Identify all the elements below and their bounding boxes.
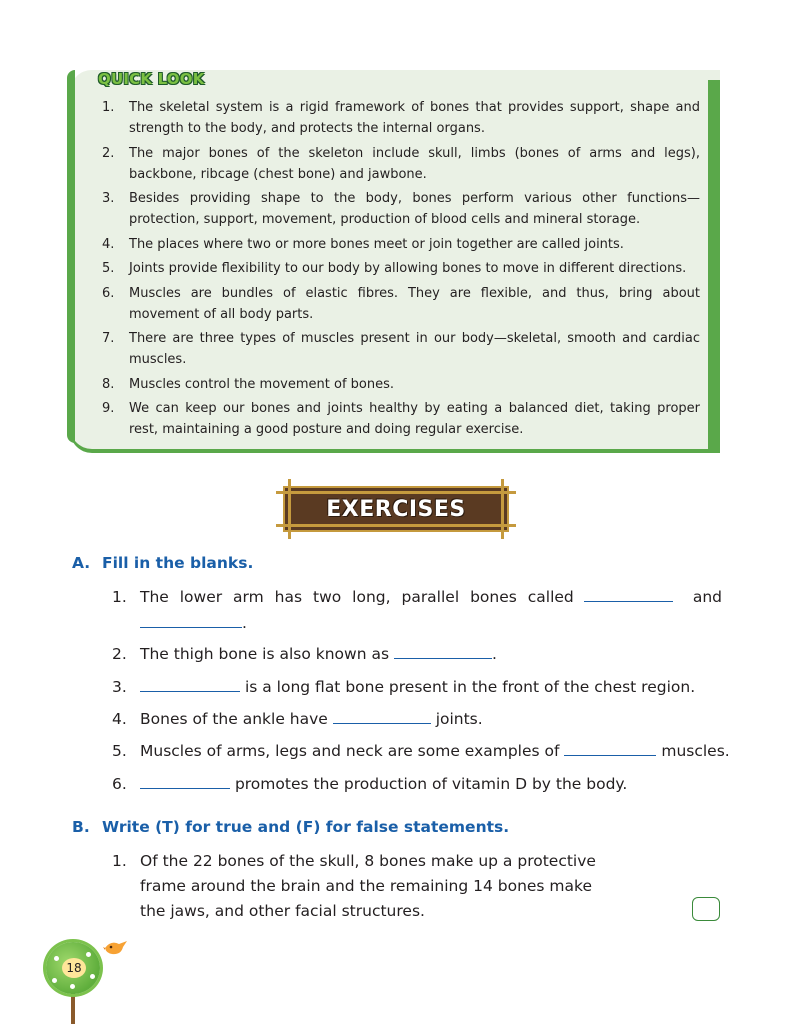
question-text: and	[692, 588, 722, 606]
answer-blank[interactable]	[140, 674, 240, 692]
item-number: 7.	[102, 331, 115, 346]
quick-look-list	[102, 97, 700, 444]
question-line	[140, 610, 247, 636]
item-number: 2.	[102, 145, 115, 161]
question-number: 6.	[112, 775, 127, 793]
quick-look-item	[102, 283, 700, 325]
question-a1	[112, 584, 722, 636]
question-line	[140, 771, 627, 797]
answer-blank[interactable]	[140, 610, 242, 628]
item-text: The places where two or more bones meet or join together are called joints.	[129, 236, 624, 252]
question-a4	[112, 706, 722, 732]
banner-frame	[288, 479, 291, 539]
question-a6	[112, 771, 722, 797]
banner-frame	[276, 491, 516, 494]
question-a2	[112, 641, 722, 667]
question-number: 1.	[112, 588, 127, 606]
question-text: the jaws, and other facial structures.	[140, 902, 425, 920]
flower-dot	[54, 956, 59, 961]
item-number: 9.	[102, 401, 115, 416]
flower-dot	[86, 952, 91, 957]
question-b1	[112, 848, 672, 926]
section-title: Write (T) for true and (F) for false statements.	[102, 818, 510, 836]
question-number: 5.	[112, 742, 127, 760]
quick-look-item	[102, 328, 700, 370]
flower-dot	[90, 974, 95, 979]
question-text: frame around the brain and the remaining 14 bones make	[140, 877, 592, 895]
page-number: 18	[62, 958, 86, 978]
quick-look-item	[102, 234, 700, 255]
quick-look-title: QUICK LOOK	[98, 70, 205, 88]
question-number: 3.	[112, 678, 127, 696]
question-line	[140, 706, 483, 732]
question-text: The lower arm has two long, parallel bones called	[140, 588, 574, 606]
item-number: 8.	[102, 376, 115, 392]
item-text: Joints provide flexibility to our body by allowing bones to move in different directions.	[129, 261, 687, 276]
bird-icon	[103, 938, 129, 958]
section-letter: B.	[72, 818, 90, 836]
item-number: 1.	[102, 100, 115, 115]
quick-look-side-stripe	[708, 80, 720, 449]
question-line	[140, 584, 722, 610]
question-line	[140, 674, 695, 700]
question-text: .	[491, 645, 497, 663]
banner-frame	[501, 479, 504, 539]
question-text: muscles.	[661, 742, 730, 760]
answer-blank[interactable]	[394, 641, 492, 659]
item-text: Muscles are bundles of elastic fibres. They are flexible, and thus, bring about movement of all body parts.	[129, 285, 700, 322]
question-a3	[112, 674, 722, 700]
question-line	[140, 641, 497, 667]
question-number: 4.	[112, 710, 127, 728]
section-letter: A.	[72, 554, 91, 572]
item-text: We can keep our bones and joints healthy by eating a balanced diet, taking proper rest, maintaining a good posture and doing regular exercise.	[129, 401, 700, 437]
banner-frame	[276, 524, 516, 527]
question-text: .	[242, 614, 247, 632]
quick-look-item	[102, 143, 700, 185]
true-false-answer-box[interactable]	[692, 897, 720, 921]
section-a-heading	[72, 554, 253, 572]
question-number: 2.	[112, 645, 127, 663]
flower-dot	[70, 984, 75, 989]
quick-look-item	[102, 188, 700, 230]
question-text: Muscles of arms, legs and neck are some examples of	[140, 742, 560, 760]
question-text: The thigh bone is also known as	[140, 645, 390, 663]
flower-dot	[52, 978, 57, 983]
item-text: The major bones of the skeleton include skull, limbs (bones of arms and legs), backbone, ribcage (chest bone) and jawbone.	[129, 145, 700, 182]
section-title: Fill in the blanks.	[102, 554, 254, 572]
item-number: 3.	[102, 191, 115, 206]
question-a5	[112, 738, 730, 764]
section-b-heading	[72, 818, 509, 836]
quick-look-item	[102, 398, 700, 440]
exercises-heading: EXERCISES	[326, 496, 466, 522]
item-text: Muscles control the movement of bones.	[129, 376, 395, 392]
item-number: 4.	[102, 236, 115, 252]
quick-look-item	[102, 258, 700, 279]
answer-blank[interactable]	[584, 584, 673, 602]
question-line	[140, 738, 730, 764]
item-number: 6.	[102, 285, 115, 301]
quick-look-item	[102, 97, 700, 139]
item-text: Besides providing shape to the body, bones perform various other functions—protection, support, movement, production of blood cells and mineral storage.	[129, 191, 700, 227]
quick-look-box	[70, 70, 720, 449]
answer-blank[interactable]	[140, 771, 230, 789]
question-text: Of the 22 bones of the skull, 8 bones make up a protective	[140, 852, 596, 870]
question-text: Bones of the ankle have	[140, 710, 328, 728]
answer-blank[interactable]	[564, 738, 656, 756]
item-text: The skeletal system is a rigid framework of bones that provides support, shape and strength to the body, and protects the internal organs.	[129, 100, 700, 136]
quick-look-item	[102, 374, 700, 395]
answer-blank[interactable]	[333, 706, 431, 724]
exercises-banner	[283, 486, 509, 532]
question-text: is a long flat bone present in the front of the chest region.	[244, 678, 696, 696]
item-number: 5.	[102, 261, 115, 276]
question-text: joints.	[435, 710, 483, 728]
question-text: promotes the production of vitamin D by the body.	[234, 775, 628, 793]
item-text: There are three types of muscles present in our body—skeletal, smooth and cardiac muscles.	[129, 331, 700, 367]
question-number: 1.	[112, 852, 127, 870]
